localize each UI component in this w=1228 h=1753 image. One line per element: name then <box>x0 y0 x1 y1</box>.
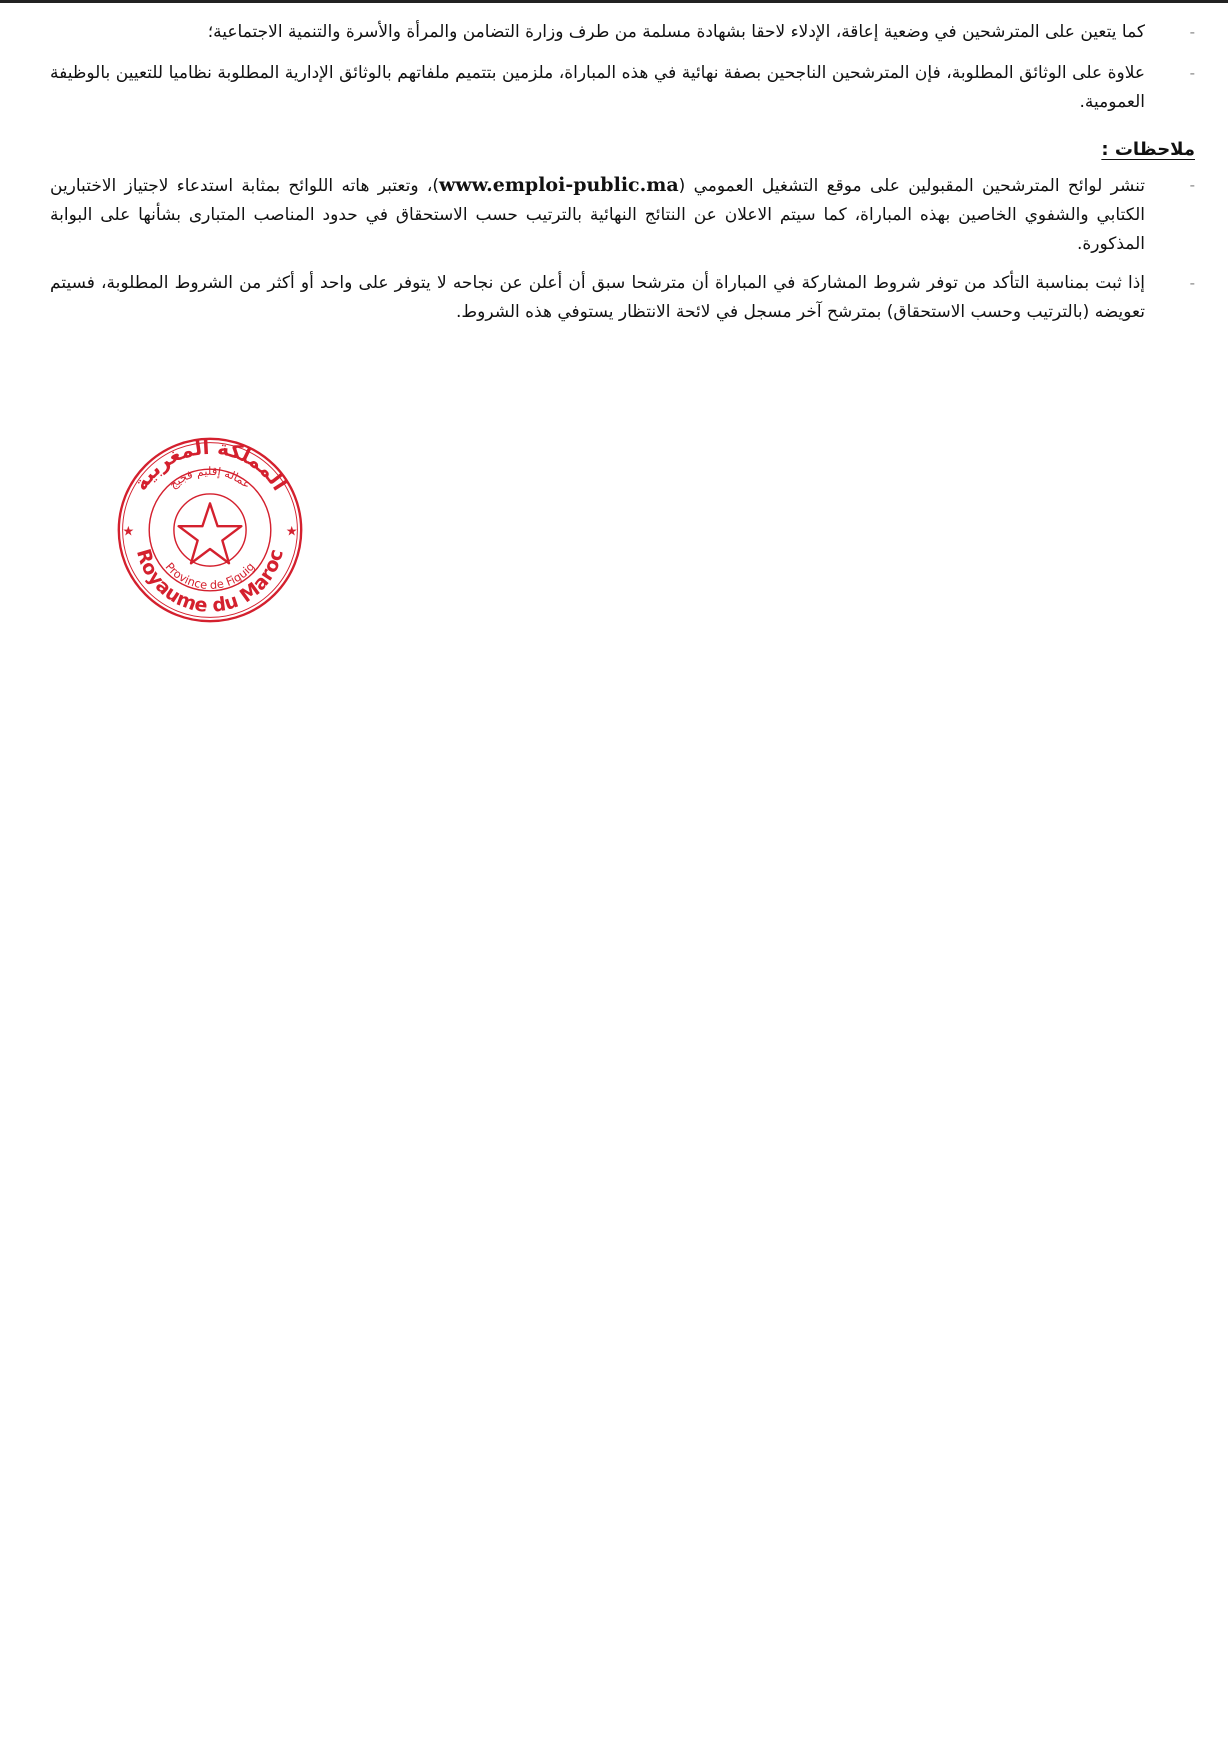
requirement-text: علاوة على الوثائق المطلوبة، فإن المترشحين الناجحين بصفة نهائية في هذه المباراة، ملزمين بتتميم ملفاتهم بالوثائق الإدارية المطلوبة نظاميا للتعيين بالوظيفة العمومية. <box>50 63 1145 112</box>
top-border-line <box>0 0 1228 3</box>
requirement-text: كما يتعين على المترشحين في وضعية إعاقة، الإدلاء لاحقا بشهادة مسلمة من طرف وزارة التضامن والمرأة والأسرة والتنمية الاجتماعية؛ <box>207 22 1145 42</box>
list-marker: - <box>1189 64 1195 82</box>
notes-heading-text: ملاحظات : <box>1101 139 1195 160</box>
list-marker: - <box>1189 23 1195 41</box>
seal-outer-french: Royaume du Maroc <box>132 546 288 617</box>
note-text-before-link: تنشر لوائح المترشحين المقبولين على موقع التشغيل العمومي ( <box>678 176 1145 196</box>
seal-inner-arabic: عمالة إقليم فجيج <box>166 463 254 492</box>
list-marker: - <box>1189 176 1195 194</box>
notes-heading <box>50 135 1195 165</box>
note-text: إذا ثبت بمناسبة التأكد من توفر شروط المشاركة في المباراة أن مترشحا سبق أن أعلن عن نجاحه لا يتوفر على واحد أو أكثر من الشروط المطلوبة، فسيتم تعويضه (بالترتيب وحسب الاستحقاق) بمترشح آخر مسجل في لائحة الانتظار يستوفي هذه الشروط. <box>50 273 1145 322</box>
seal-right-star-icon: ★ <box>285 524 298 540</box>
note-item-candidate-lists <box>50 171 1195 259</box>
note-text-after-link: )، وتعتبر هاته اللوائح بمثابة استدعاء لاجتياز الاختبارين الكتابي والشفوي الخاصين بهذه المباراة، كما سيتم الاعلان عن النتائج النهائية بالترتيب حسب الاستحقاق في حدود المناصب المتبارى بشأنها على البوابة المذكورة. <box>50 176 1145 254</box>
official-seal-stamp <box>115 435 305 625</box>
seal-inner-french: Province de Figuig <box>162 559 258 593</box>
website-link[interactable]: www.emploi-public.ma <box>438 174 679 196</box>
list-marker: - <box>1189 274 1195 292</box>
requirement-item-disability-certificate <box>50 18 1195 47</box>
seal-outer-arabic: المملكة المغربية <box>128 435 292 495</box>
document-page <box>50 18 1195 337</box>
note-item-replacement <box>50 269 1195 327</box>
requirement-item-administrative-documents <box>50 59 1195 117</box>
seal-left-star-icon: ★ <box>122 524 135 540</box>
seal-center-star-icon <box>179 503 242 563</box>
